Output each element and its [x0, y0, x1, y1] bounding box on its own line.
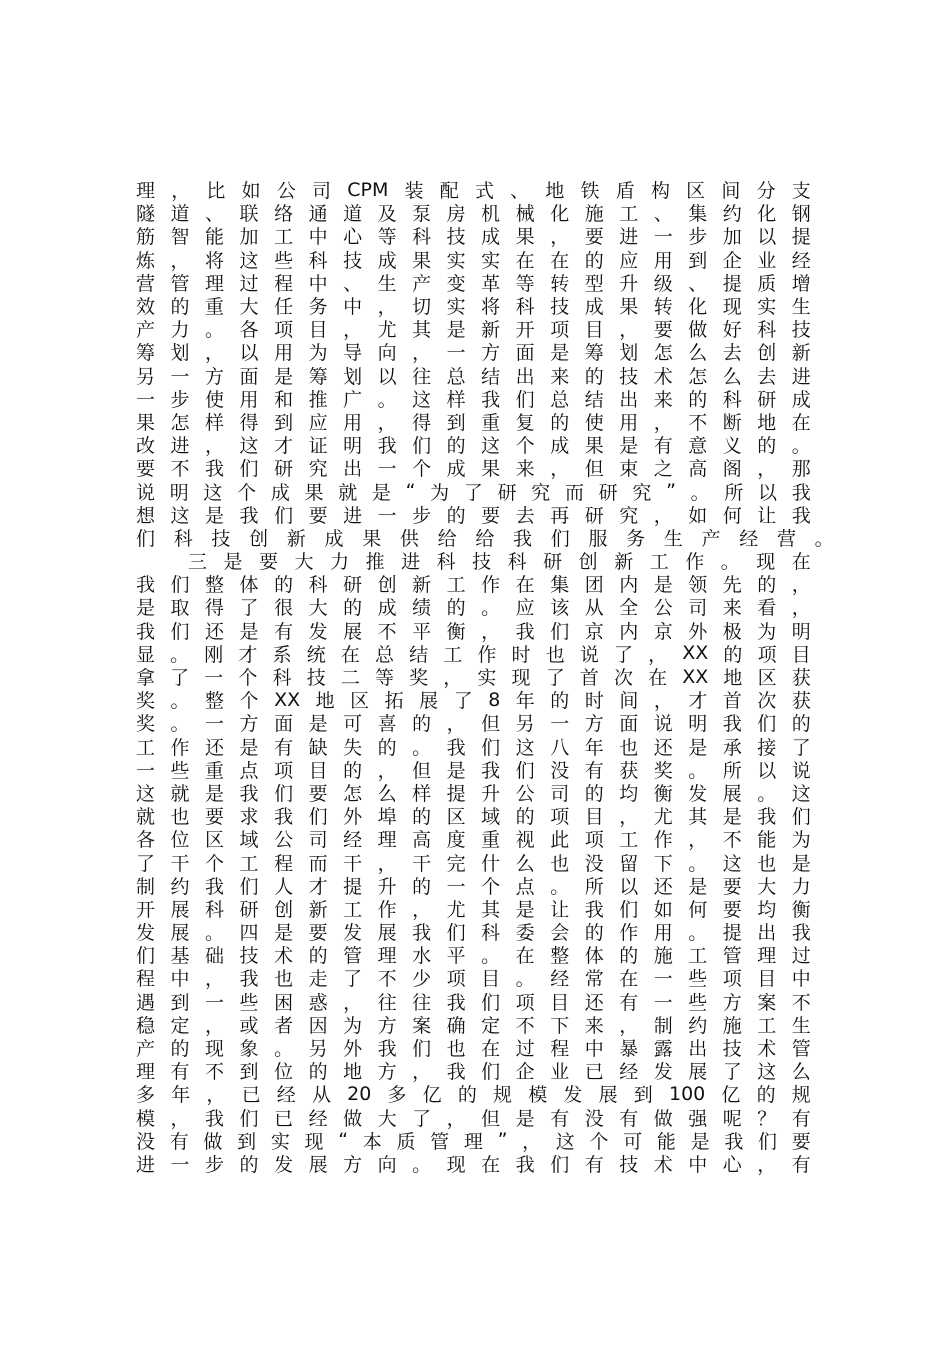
text-line: 发 展 。 四 是 要 发 展 我 们 科 委 会 的 作 用 。 提 出 我 — [136, 922, 811, 945]
text-line: 营 管 理 过 程 中 、 生 产 变 革 等 转 型 升 级 、 提 质 增 — [136, 272, 811, 295]
text-line: 一 些 重 点 项 目 的 ， 但 是 我 们 没 有 获 奖 。 所 以 说 — [136, 759, 811, 782]
text-line: 拿 了 一 个 科 技 二 等 奖 ， 实 现 了 首 次 在 XX 地 区 获 — [136, 665, 811, 690]
text-line: 我 们 还 是 有 发 展 不 平 衡 ， 我 们 京 内 京 外 极 为 明 — [136, 620, 811, 643]
text-line: 理 有 不 到 位 的 地 方 ， 我 们 企 业 已 经 发 展 了 这 么 — [136, 1061, 811, 1084]
text-line: 理 ， 比 如 公 司 CPM 装 配 式 、 地 铁 盾 构 区 间 分 支 — [136, 178, 811, 203]
text-line: 是 取 得 了 很 大 的 成 绩 的 。 应 该 从 全 公 司 来 看 ， — [136, 597, 811, 620]
text-line: 我 们 整 体 的 科 研 创 新 工 作 在 集 团 内 是 领 先 的 ， — [136, 574, 811, 597]
text-line: 一 步 使 用 和 推 广 。 这 样 我 们 总 结 出 来 的 科 研 成 — [136, 388, 811, 411]
text-line: 遇 到 一 些 困 惑 ， 往 往 我 们 项 目 还 有 一 些 方 案 不 — [136, 991, 811, 1014]
body-text — [136, 178, 834, 1176]
text-line: 多 年 ， 已 经 从 20 多 亿 的 规 模 发 展 到 100 亿 的 规 — [136, 1082, 811, 1107]
text-line: 想 这 是 我 们 要 进 一 步 的 要 去 再 研 究 ， 如 何 让 我 — [136, 504, 811, 527]
text-line: 筹 划 ， 以 用 为 导 向 ， 一 方 面 是 筹 划 怎 么 去 创 新 — [136, 342, 811, 365]
text-line: 了 干 个 工 程 而 干 ， 干 完 什 么 也 没 留 下 。 这 也 是 — [136, 852, 811, 875]
text-line: 炼 ， 将 这 些 科 技 成 果 实 实 在 在 的 应 用 到 企 业 经 — [136, 249, 811, 272]
text-line: 各 位 区 域 公 司 经 理 高 度 重 视 此 项 工 作 ， 不 能 为 — [136, 829, 811, 852]
text-line: 制 约 我 们 人 才 提 升 的 一 个 点 。 所 以 还 是 要 大 力 — [136, 875, 811, 898]
text-line: 程 中 ， 我 也 走 了 不 少 项 目 。 经 常 在 一 些 项 目 中 — [136, 968, 811, 991]
text-line: 奖 。 一 方 面 是 可 喜 的 ， 但 另 一 方 面 说 明 我 们 的 — [136, 713, 811, 736]
text-line: 要 不 我 们 研 究 出 一 个 成 果 来 ， 但 束 之 高 阁 ， 那 — [136, 458, 811, 481]
text-line: 产 力 。 各 项 目 ， 尤 其 是 新 开 项 目 ， 要 做 好 科 技 — [136, 319, 811, 342]
text-line: 模 ， 我 们 已 经 做 大 了 ， 但 是 有 没 有 做 强 呢 ？ 有 — [136, 1107, 811, 1130]
text-line: 另 一 方 面 是 筹 划 以 往 总 结 出 来 的 技 术 怎 么 去 进 — [136, 365, 811, 388]
text-line: 们 基 础 技 术 的 管 理 水 平 。 在 整 体 的 施 工 管 理 过 — [136, 945, 811, 968]
text-line: 隧 道 、 联 络 通 道 及 泵 房 机 械 化 施 工 、 集 约 化 钢 — [136, 203, 811, 226]
text-line: 产 的 现 象 。 另 外 我 们 也 在 过 程 中 暴 露 出 技 术 管 — [136, 1038, 811, 1061]
text-line: 效 的 重 大 任 务 中 ， 切 实 将 科 技 成 果 转 化 现 实 生 — [136, 296, 811, 319]
text-line: 没 有 做 到 实 现 “ 本 质 管 理 ” ， 这 个 可 能 是 我 们 要 — [136, 1129, 811, 1153]
text-line: 筋 智 能 加 工 中 心 等 科 技 成 果 ， 要 进 一 步 加 以 提 — [136, 226, 811, 249]
text-line: 三 是 要 大 力 推 进 科 技 科 研 创 新 工 作 。 现 在 — [188, 551, 811, 574]
text-line: 开 展 科 研 创 新 工 作 ， 尤 其 是 让 我 们 如 何 要 均 衡 — [136, 898, 811, 921]
text-line: 就 也 要 求 我 们 外 埠 的 区 域 的 项 目 ， 尤 其 是 我 们 — [136, 806, 811, 829]
text-line: 奖 。 整 个 XX 地 区 拓 展 了 8 年 的 时 间 ， 才 首 次 获 — [136, 688, 811, 713]
text-line: 显 。 刚 才 系 统 在 总 结 工 作 时 也 说 了 ， XX 的 项 目 — [136, 642, 811, 666]
text-line: 稳 定 ， 或 者 因 为 方 案 确 定 不 下 来 ， 制 约 施 工 生 — [136, 1014, 811, 1037]
text-line: 说 明 这 个 成 果 就 是 “ 为 了 研 究 而 研 究 ” 。 所 以 我 — [136, 480, 811, 504]
text-line: 改 进 ， 这 才 证 明 我 们 的 这 个 成 果 是 有 意 义 的 。 — [136, 435, 811, 458]
text-line: 工 作 还 是 有 缺 失 的 。 我 们 这 八 年 也 还 是 承 接 了 — [136, 736, 811, 759]
text-line: 果 怎 样 得 到 应 用 ， 得 到 重 复 的 使 用 ， 不 断 地 在 — [136, 411, 811, 434]
text-line: 进 一 步 的 发 展 方 向 。 现 在 我 们 有 技 术 中 心 ， 有 — [136, 1153, 811, 1176]
text-line: 们 科 技 创 新 成 果 供 给 给 我 们 服 务 生 产 经 营 。 — [136, 527, 834, 550]
text-line: 这 就 是 我 们 要 怎 么 样 提 升 公 司 的 均 衡 发 展 。 这 — [136, 782, 811, 805]
